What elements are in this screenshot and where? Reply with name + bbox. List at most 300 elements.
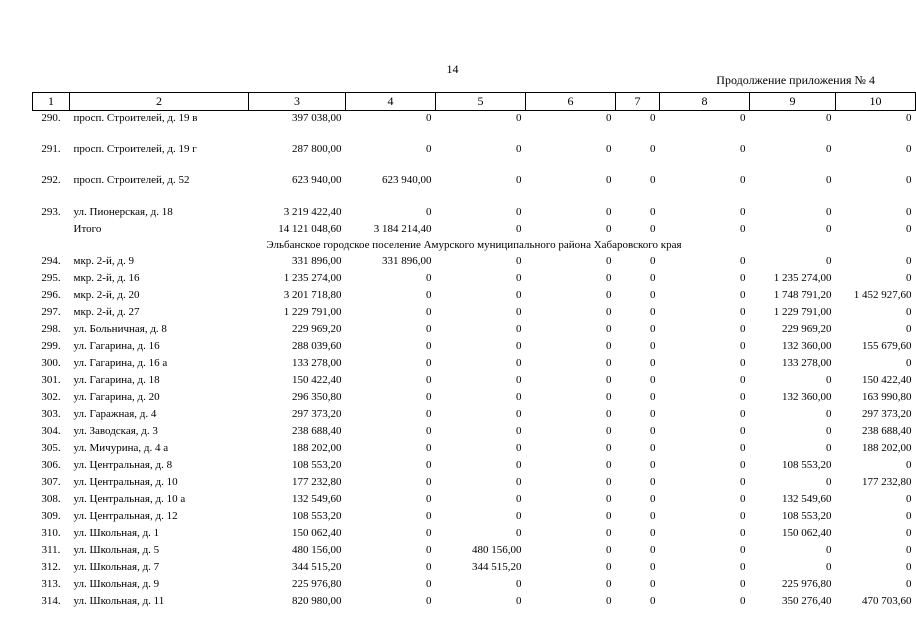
value-cell-col-5: 0 — [516, 272, 522, 284]
row-number: 313. — [41, 578, 61, 590]
value-cell-col-6: 0 — [606, 112, 612, 124]
value-cell-col-5: 0 — [516, 174, 522, 186]
value-cell-col-7: 0 — [650, 357, 656, 369]
value-cell-col-6: 0 — [606, 544, 612, 556]
value-cell-col-9: 0 — [826, 442, 832, 454]
value-cell-col-3: 225 976,80 — [292, 578, 342, 590]
value-cell-col-3: 344 515,20 — [292, 561, 342, 573]
value-cell-col-3: 132 549,60 — [292, 493, 342, 505]
value-cell-col-3: 397 038,00 — [292, 112, 342, 124]
value-cell-col-8: 0 — [740, 272, 746, 284]
table-row — [33, 440, 916, 457]
address-cell: ул. Школьная, д. 1 — [73, 527, 160, 539]
row-number: 299. — [41, 340, 61, 352]
col-header-9: 9 — [750, 93, 836, 111]
value-cell-col-6: 0 — [606, 306, 612, 318]
value-cell-col-7: 0 — [650, 206, 656, 218]
value-cell-col-7: 0 — [650, 510, 656, 522]
value-cell-col-8: 0 — [740, 595, 746, 607]
value-cell-col-7: 0 — [650, 340, 656, 352]
address-cell: ул. Гагарина, д. 16 — [73, 340, 160, 352]
value-cell-col-4: 0 — [426, 493, 432, 505]
table-row — [33, 457, 916, 474]
value-cell-col-7: 0 — [650, 578, 656, 590]
row-number: 296. — [41, 289, 61, 301]
value-cell-col-9: 0 — [826, 544, 832, 556]
value-cell-col-7: 0 — [650, 561, 656, 573]
value-cell-col-3: 1 235 274,00 — [283, 272, 342, 284]
value-cell-col-5: 0 — [516, 255, 522, 267]
row-number: 312. — [41, 561, 61, 573]
address-cell: мкр. 2-й, д. 16 — [73, 272, 140, 284]
value-cell-col-5: 0 — [516, 578, 522, 590]
row-number: 292. — [41, 174, 61, 186]
row-number: 310. — [41, 527, 61, 539]
value-cell-col-8: 0 — [740, 357, 746, 369]
value-cell-col-8: 0 — [740, 544, 746, 556]
value-cell-col-10: 0 — [906, 578, 912, 590]
value-cell-col-8: 0 — [740, 255, 746, 267]
value-cell-col-10: 150 422,40 — [862, 374, 912, 386]
value-cell-col-5: 0 — [516, 374, 522, 386]
value-cell-col-9: 225 976,80 — [782, 578, 832, 590]
table-row — [33, 287, 916, 304]
value-cell-col-10: 0 — [906, 459, 912, 471]
value-cell-col-7: 0 — [650, 544, 656, 556]
value-cell-col-3: 108 553,20 — [292, 459, 342, 471]
address-cell: просп. Строителей, д. 19 в — [73, 112, 198, 124]
value-cell-col-7: 0 — [650, 493, 656, 505]
value-cell-col-9: 0 — [826, 223, 832, 235]
value-cell-col-7: 0 — [650, 476, 656, 488]
row-number: 291. — [41, 143, 61, 155]
value-cell-col-9: 0 — [826, 374, 832, 386]
row-number: 297. — [41, 306, 61, 318]
value-cell-col-6: 0 — [606, 289, 612, 301]
col-header-10: 10 — [836, 93, 916, 111]
value-cell-col-8: 0 — [740, 442, 746, 454]
value-cell-col-9: 108 553,20 — [782, 459, 832, 471]
page-number: 14 — [446, 62, 459, 76]
value-cell-col-7: 0 — [650, 112, 656, 124]
value-cell-col-5: 0 — [516, 143, 522, 155]
row-number: 293. — [41, 206, 61, 218]
value-cell-col-8: 0 — [740, 408, 746, 420]
value-cell-col-9: 0 — [826, 206, 832, 218]
value-cell-col-3: 623 940,00 — [292, 174, 342, 186]
value-cell-col-6: 0 — [606, 323, 612, 335]
value-cell-col-4: 0 — [426, 289, 432, 301]
value-cell-col-8: 0 — [740, 143, 746, 155]
appendix-continuation-label: Продолжение приложения № 4 — [716, 73, 875, 87]
value-cell-col-10: 0 — [906, 544, 912, 556]
value-cell-col-3: 150 062,40 — [292, 527, 342, 539]
table-row — [33, 321, 916, 338]
value-cell-col-10: 238 688,40 — [862, 425, 912, 437]
col-header-8: 8 — [660, 93, 750, 111]
value-cell-col-6: 0 — [606, 255, 612, 267]
value-cell-col-8: 0 — [740, 476, 746, 488]
value-cell-col-3: 177 232,80 — [292, 476, 342, 488]
section-header-row — [33, 238, 916, 253]
value-cell-col-6: 0 — [606, 408, 612, 420]
value-cell-col-4: 0 — [426, 272, 432, 284]
value-cell-col-10: 0 — [906, 223, 912, 235]
table-row — [33, 270, 916, 287]
table-body-group1 — [33, 111, 916, 239]
address-cell: ул. Центральная, д. 12 — [73, 510, 178, 522]
value-cell-col-9: 0 — [826, 174, 832, 186]
value-cell-col-4: 0 — [426, 340, 432, 352]
value-cell-col-10: 0 — [906, 174, 912, 186]
value-cell-col-4: 331 896,00 — [382, 255, 432, 267]
table-body-group2 — [33, 253, 916, 610]
value-cell-col-4: 0 — [426, 306, 432, 318]
value-cell-col-6: 0 — [606, 510, 612, 522]
value-cell-col-9: 1 235 274,00 — [773, 272, 832, 284]
address-cell: мкр. 2-й, д. 20 — [73, 289, 140, 301]
row-number: 290. — [41, 112, 61, 124]
value-cell-col-6: 0 — [606, 391, 612, 403]
value-cell-col-5: 0 — [516, 391, 522, 403]
row-number: 304. — [41, 425, 61, 437]
row-number: 302. — [41, 391, 61, 403]
value-cell-col-10: 0 — [906, 323, 912, 335]
value-cell-col-4: 0 — [426, 544, 432, 556]
value-cell-col-9: 229 969,20 — [782, 323, 832, 335]
value-cell-col-9: 0 — [826, 476, 832, 488]
value-cell-col-5: 0 — [516, 289, 522, 301]
value-cell-col-6: 0 — [606, 272, 612, 284]
value-cell-col-3: 238 688,40 — [292, 425, 342, 437]
value-cell-col-10: 0 — [906, 561, 912, 573]
value-cell-col-10: 0 — [906, 510, 912, 522]
value-cell-col-4: 623 940,00 — [382, 174, 432, 186]
value-cell-col-7: 0 — [650, 408, 656, 420]
value-cell-col-8: 0 — [740, 391, 746, 403]
table-row — [33, 253, 916, 270]
address-cell: ул. Школьная, д. 5 — [73, 544, 160, 556]
row-number: 311. — [41, 544, 61, 556]
value-cell-col-10: 0 — [906, 357, 912, 369]
value-cell-col-10: 163 990,80 — [862, 391, 912, 403]
value-cell-col-3: 188 202,00 — [292, 442, 342, 454]
value-cell-col-6: 0 — [606, 357, 612, 369]
value-cell-col-4: 0 — [426, 442, 432, 454]
value-cell-col-5: 0 — [516, 595, 522, 607]
value-cell-col-3: 331 896,00 — [292, 255, 342, 267]
value-cell-col-3: 297 373,20 — [292, 408, 342, 420]
value-cell-col-4: 0 — [426, 561, 432, 573]
col-header-5: 5 — [436, 93, 526, 111]
value-cell-col-5: 0 — [516, 340, 522, 352]
col-header-3: 3 — [249, 93, 346, 111]
value-cell-col-5: 0 — [516, 306, 522, 318]
table-row — [33, 372, 916, 389]
value-cell-col-6: 0 — [606, 561, 612, 573]
row-number: 303. — [41, 408, 61, 420]
value-cell-col-9: 108 553,20 — [782, 510, 832, 522]
section-header-body — [33, 238, 916, 253]
table-row — [33, 304, 916, 321]
value-cell-col-6: 0 — [606, 223, 612, 235]
value-cell-col-4: 0 — [426, 323, 432, 335]
value-cell-col-3: 3 219 422,40 — [283, 206, 342, 218]
address-cell: просп. Строителей, д. 19 г — [73, 143, 197, 155]
value-cell-col-5: 0 — [516, 510, 522, 522]
address-cell: ул. Гагарина, д. 18 — [73, 374, 160, 386]
value-cell-col-5: 0 — [516, 459, 522, 471]
value-cell-col-10: 188 202,00 — [862, 442, 912, 454]
value-cell-col-7: 0 — [650, 391, 656, 403]
value-cell-col-6: 0 — [606, 527, 612, 539]
value-cell-col-3: 287 800,00 — [292, 143, 342, 155]
row-number: 308. — [41, 493, 61, 505]
address-cell: ул. Центральная, д. 10 а — [73, 493, 186, 505]
table-row — [33, 508, 916, 525]
address-cell: просп. Строителей, д. 52 — [73, 174, 190, 186]
row-number: 305. — [41, 442, 61, 454]
value-cell-col-6: 0 — [606, 493, 612, 505]
value-cell-col-7: 0 — [650, 289, 656, 301]
value-cell-col-8: 0 — [740, 340, 746, 352]
value-cell-col-7: 0 — [650, 595, 656, 607]
value-cell-col-4: 0 — [426, 357, 432, 369]
table-row — [33, 559, 916, 576]
value-cell-col-4: 0 — [426, 476, 432, 488]
table-row — [33, 389, 916, 406]
row-number: 301. — [41, 374, 61, 386]
value-cell-col-7: 0 — [650, 143, 656, 155]
value-cell-col-4: 0 — [426, 143, 432, 155]
value-cell-col-10: 1 452 927,60 — [853, 289, 912, 301]
value-cell-col-6: 0 — [606, 206, 612, 218]
row-number: 298. — [41, 323, 61, 335]
row-number: 314. — [41, 595, 61, 607]
value-cell-col-4: 0 — [426, 578, 432, 590]
value-cell-col-9: 132 360,00 — [782, 340, 832, 352]
value-cell-col-10: 0 — [906, 306, 912, 318]
value-cell-col-3: 480 156,00 — [292, 544, 342, 556]
value-cell-col-8: 0 — [740, 493, 746, 505]
address-cell: Итого — [73, 223, 102, 235]
table-row — [33, 474, 916, 491]
col-header-2: 2 — [70, 93, 249, 111]
address-cell: мкр. 2-й, д. 27 — [73, 306, 140, 318]
address-cell: ул. Центральная, д. 8 — [73, 459, 173, 471]
value-cell-col-10: 0 — [906, 255, 912, 267]
row-number: 309. — [41, 510, 61, 522]
value-cell-col-7: 0 — [650, 442, 656, 454]
table-row — [33, 338, 916, 355]
value-cell-col-4: 0 — [426, 510, 432, 522]
value-cell-col-7: 0 — [650, 272, 656, 284]
value-cell-col-5: 0 — [516, 493, 522, 505]
row-number — [33, 221, 70, 238]
value-cell-col-8: 0 — [740, 289, 746, 301]
value-cell-col-4: 0 — [426, 459, 432, 471]
value-cell-col-9: 0 — [826, 425, 832, 437]
value-cell-col-10: 0 — [906, 143, 912, 155]
value-cell-col-8: 0 — [740, 527, 746, 539]
value-cell-col-6: 0 — [606, 143, 612, 155]
col-header-6: 6 — [526, 93, 616, 111]
value-cell-col-4: 0 — [426, 206, 432, 218]
value-cell-col-4: 0 — [426, 527, 432, 539]
value-cell-col-5: 344 515,20 — [472, 561, 522, 573]
value-cell-col-8: 0 — [740, 174, 746, 186]
value-cell-col-9: 0 — [826, 561, 832, 573]
table-row — [33, 355, 916, 372]
value-cell-col-8: 0 — [740, 206, 746, 218]
value-cell-col-5: 0 — [516, 442, 522, 454]
value-cell-col-3: 108 553,20 — [292, 510, 342, 522]
value-cell-col-7: 0 — [650, 223, 656, 235]
address-cell: ул. Пионерская, д. 18 — [73, 206, 173, 218]
address-cell: ул. Центральная, д. 10 — [73, 476, 178, 488]
value-cell-col-8: 0 — [740, 578, 746, 590]
value-cell-col-7: 0 — [650, 527, 656, 539]
col-header-1: 1 — [33, 93, 70, 111]
value-cell-col-5: 0 — [516, 425, 522, 437]
value-cell-col-10: 0 — [906, 493, 912, 505]
value-cell-col-6: 0 — [606, 578, 612, 590]
value-cell-col-9: 133 278,00 — [782, 357, 832, 369]
value-cell-col-6: 0 — [606, 340, 612, 352]
address-cell: ул. Гаражная, д. 4 — [73, 408, 157, 420]
value-cell-col-10: 177 232,80 — [862, 476, 912, 488]
value-cell-col-8: 0 — [740, 112, 746, 124]
value-cell-col-9: 350 276,40 — [782, 595, 832, 607]
row-number: 300. — [41, 357, 61, 369]
value-cell-col-8: 0 — [740, 425, 746, 437]
value-cell-col-9: 0 — [826, 408, 832, 420]
value-cell-col-9: 0 — [826, 255, 832, 267]
address-cell: мкр. 2-й, д. 9 — [73, 255, 134, 267]
value-cell-col-8: 0 — [740, 306, 746, 318]
table-row — [33, 406, 916, 423]
value-cell-col-9: 132 360,00 — [782, 391, 832, 403]
address-cell: ул. Школьная, д. 11 — [73, 595, 165, 607]
value-cell-col-5: 0 — [516, 223, 522, 235]
address-cell: ул. Мичурина, д. 4 а — [73, 442, 169, 454]
value-cell-col-10: 0 — [906, 206, 912, 218]
value-cell-col-5: 0 — [516, 357, 522, 369]
value-cell-col-8: 0 — [740, 510, 746, 522]
value-cell-col-3: 1 229 791,00 — [283, 306, 342, 318]
address-cell: ул. Школьная, д. 7 — [73, 561, 160, 573]
value-cell-col-9: 0 — [826, 112, 832, 124]
value-cell-col-8: 0 — [740, 323, 746, 335]
address-cell: ул. Больничная, д. 8 — [73, 323, 167, 335]
value-cell-col-6: 0 — [606, 425, 612, 437]
table-row — [33, 576, 916, 593]
value-cell-col-7: 0 — [650, 306, 656, 318]
value-cell-col-4: 0 — [426, 112, 432, 124]
row-number: 295. — [41, 272, 61, 284]
value-cell-col-7: 0 — [650, 425, 656, 437]
value-cell-col-4: 0 — [426, 425, 432, 437]
table-row — [33, 491, 916, 508]
value-cell-col-4: 3 184 214,40 — [373, 223, 432, 235]
value-cell-col-5: 0 — [516, 206, 522, 218]
row-number: 294. — [41, 255, 61, 267]
value-cell-col-10: 470 703,60 — [862, 595, 912, 607]
value-cell-col-5: 0 — [516, 323, 522, 335]
data-table — [32, 92, 916, 610]
value-cell-col-6: 0 — [606, 442, 612, 454]
value-cell-col-9: 132 549,60 — [782, 493, 832, 505]
value-cell-col-5: 0 — [516, 476, 522, 488]
value-cell-col-9: 0 — [826, 143, 832, 155]
value-cell-col-9: 150 062,40 — [782, 527, 832, 539]
value-cell-col-3: 14 121 048,60 — [278, 223, 342, 235]
value-cell-col-10: 0 — [906, 272, 912, 284]
value-cell-col-10: 297 373,20 — [862, 408, 912, 420]
value-cell-col-6: 0 — [606, 374, 612, 386]
value-cell-col-3: 288 039,60 — [292, 340, 342, 352]
value-cell-col-7: 0 — [650, 174, 656, 186]
table-row — [33, 525, 916, 542]
value-cell-col-4: 0 — [426, 374, 432, 386]
value-cell-col-10: 155 679,60 — [862, 340, 912, 352]
table-row — [33, 173, 916, 204]
value-cell-col-9: 1 748 791,20 — [773, 289, 832, 301]
value-cell-col-3: 3 201 718,80 — [283, 289, 342, 301]
table-row — [33, 221, 916, 238]
value-cell-col-5: 0 — [516, 112, 522, 124]
value-cell-col-3: 296 350,80 — [292, 391, 342, 403]
value-cell-col-6: 0 — [606, 459, 612, 471]
value-cell-col-4: 0 — [426, 391, 432, 403]
value-cell-col-7: 0 — [650, 255, 656, 267]
col-header-4: 4 — [346, 93, 436, 111]
value-cell-col-10: 0 — [906, 112, 912, 124]
value-cell-col-6: 0 — [606, 476, 612, 488]
column-number-header — [33, 93, 916, 111]
value-cell-col-5: 480 156,00 — [472, 544, 522, 556]
value-cell-col-10: 0 — [906, 527, 912, 539]
value-cell-col-8: 0 — [740, 561, 746, 573]
value-cell-col-4: 0 — [426, 408, 432, 420]
table-row — [33, 204, 916, 221]
value-cell-col-7: 0 — [650, 459, 656, 471]
value-cell-col-4: 0 — [426, 595, 432, 607]
table-row — [33, 111, 916, 143]
value-cell-col-6: 0 — [606, 595, 612, 607]
value-cell-col-8: 0 — [740, 223, 746, 235]
address-cell: ул. Школьная, д. 9 — [73, 578, 160, 590]
address-cell: ул. Гагарина, д. 20 — [73, 391, 160, 403]
value-cell-col-3: 133 278,00 — [292, 357, 342, 369]
row-number: 307. — [41, 476, 61, 488]
value-cell-col-8: 0 — [740, 374, 746, 386]
table-row — [33, 423, 916, 440]
table-row — [33, 593, 916, 610]
row-number: 306. — [41, 459, 61, 471]
value-cell-col-3: 229 969,20 — [292, 323, 342, 335]
value-cell-col-3: 820 980,00 — [292, 595, 342, 607]
address-cell: ул. Гагарина, д. 16 а — [73, 357, 168, 369]
table-row — [33, 542, 916, 559]
value-cell-col-6: 0 — [606, 174, 612, 186]
value-cell-col-8: 0 — [740, 459, 746, 471]
value-cell-col-5: 0 — [516, 527, 522, 539]
value-cell-col-7: 0 — [650, 323, 656, 335]
section-title: Эльбанское городское поселение Амурского муниципального района Хабаровского края — [266, 239, 682, 251]
col-header-7: 7 — [616, 93, 660, 111]
value-cell-col-7: 0 — [650, 374, 656, 386]
